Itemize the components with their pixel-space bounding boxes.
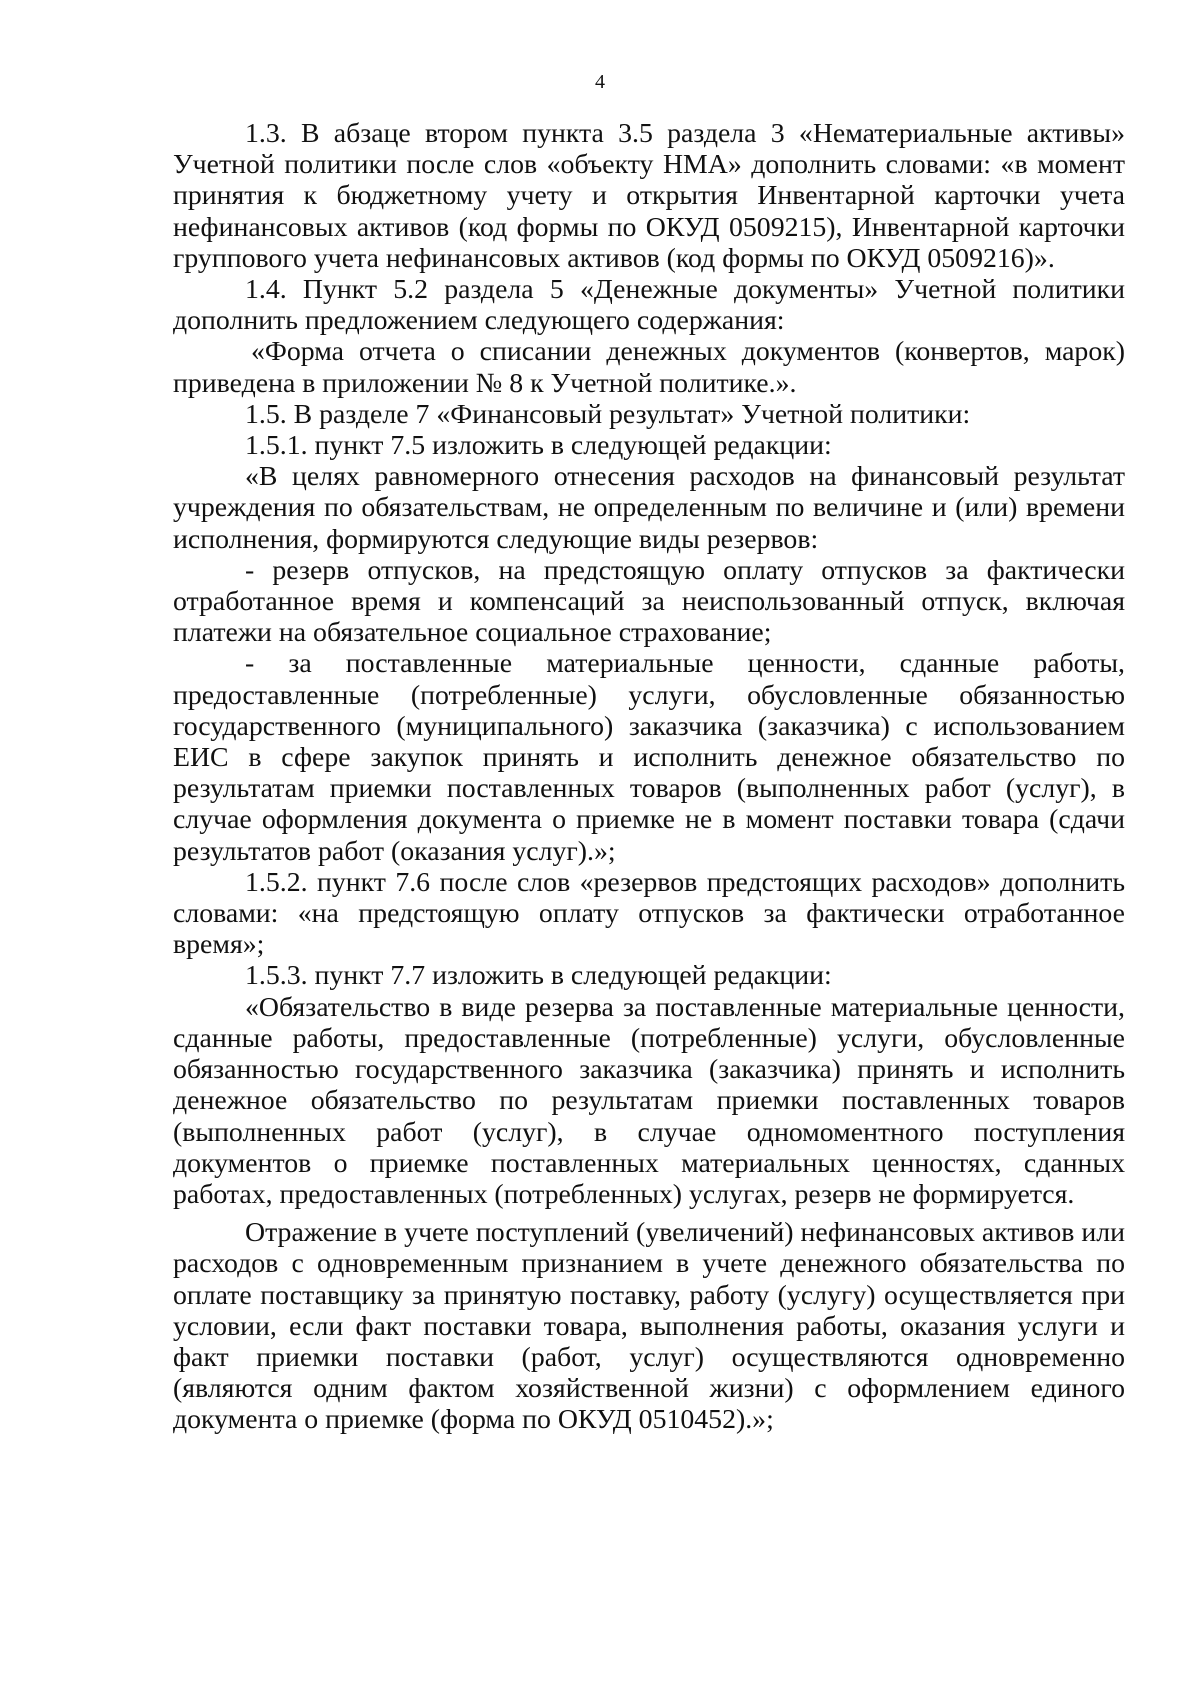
page-number: 4: [595, 71, 605, 93]
paragraph-form-report: «Форма отчета о списании денежных документов (конвертов, марок) приведена в приложении № 8 к Учетной политике.».: [173, 336, 1125, 399]
paragraph-supplied-values: - за поставленные материальные ценности, сданные работы, предоставленные (потребленные) услуги, обусловленные обязанностью государственного (муниципального) заказчика (заказчика) с использованием ЕИС в сфере закупок принять и исполнить денежное обязательство по результатам приемки поставленных товаров (выполненных работ (услуг), в случае оформления документа о приемке не в момент поставки товара (сдачи результатов работ (оказания услуг).»;: [173, 648, 1125, 867]
paragraph-vacation-reserve: - резерв отпусков, на предстоящую оплату отпусков за фактически отработанное время и компенсаций за неиспользованный отпуск, включая платежи на обязательное социальное страхование;: [173, 554, 1125, 649]
paragraph-1-5: 1.5. В разделе 7 «Финансовый результат» Учетной политики:: [245, 398, 971, 430]
paragraph-1-3: 1.3. В абзаце втором пункта 3.5 раздела 3 «Нематериальные активы» Учетной политики после слов «объекту НМА» дополнить словами: «в момент принятия к бюджетному учету и открытия Инвентарной карточки учета нефинансовых активов (код формы по ОКУД 0509215), Инвентарной карточки группового учета нефинансовых активов (код формы по ОКУД 0509216)».: [173, 118, 1125, 274]
paragraph-obligation-reserve: «Обязательство в виде резерва за поставленные материальные ценности, сданные работы, предоставленные (потребленные) услуги, обусловленные обязанностью государственного заказчика (заказчика) принять и исполнить денежное обязательство по результатам приемки поставленных товаров (выполненных работ (услуг), в случае одномоментного поступления документов о приемке поставленных материальных ценностях, сданных работах, предоставленных (потребленных) услугах, резерв не формируется.: [173, 991, 1125, 1210]
document-body: [173, 118, 1125, 1436]
paragraph-accounting-reflection: Отражение в учете поступлений (увеличений) нефинансовых активов или расходов с одновременным признанием в учете денежного обязательства по оплате поставщику за принятую поставку, работу (услугу) осуществляется при условии, если факт поставки товара, выполнения работы, оказания услуги и факт приемки поставки (работ, услуг) осуществляются одновременно (являются одним фактом хозяйственной жизни) с оформлением единого документа о приемке (форма по ОКУД 0510452).»;: [173, 1217, 1125, 1436]
paragraph-1-5-3: 1.5.3. пункт 7.7 изложить в следующей редакции:: [245, 960, 832, 992]
paragraph-1-4: 1.4. Пункт 5.2 раздела 5 «Денежные документы» Учетной политики дополнить предложением следующего содержания:: [173, 274, 1125, 337]
paragraph-1-5-2: 1.5.2. пункт 7.6 после слов «резервов предстоящих расходов» дополнить словами: «на предстоящую оплату отпусков за фактически отработанное время»;: [173, 866, 1125, 961]
paragraph-1-5-1: 1.5.1. пункт 7.5 изложить в следующей редакции:: [245, 430, 832, 462]
paragraph-reserves-intro: «В целях равномерного отнесения расходов на финансовый результат учреждения по обязательствам, не определенным по величине и (или) времени исполнения, формируются следующие виды резервов:: [173, 461, 1125, 555]
